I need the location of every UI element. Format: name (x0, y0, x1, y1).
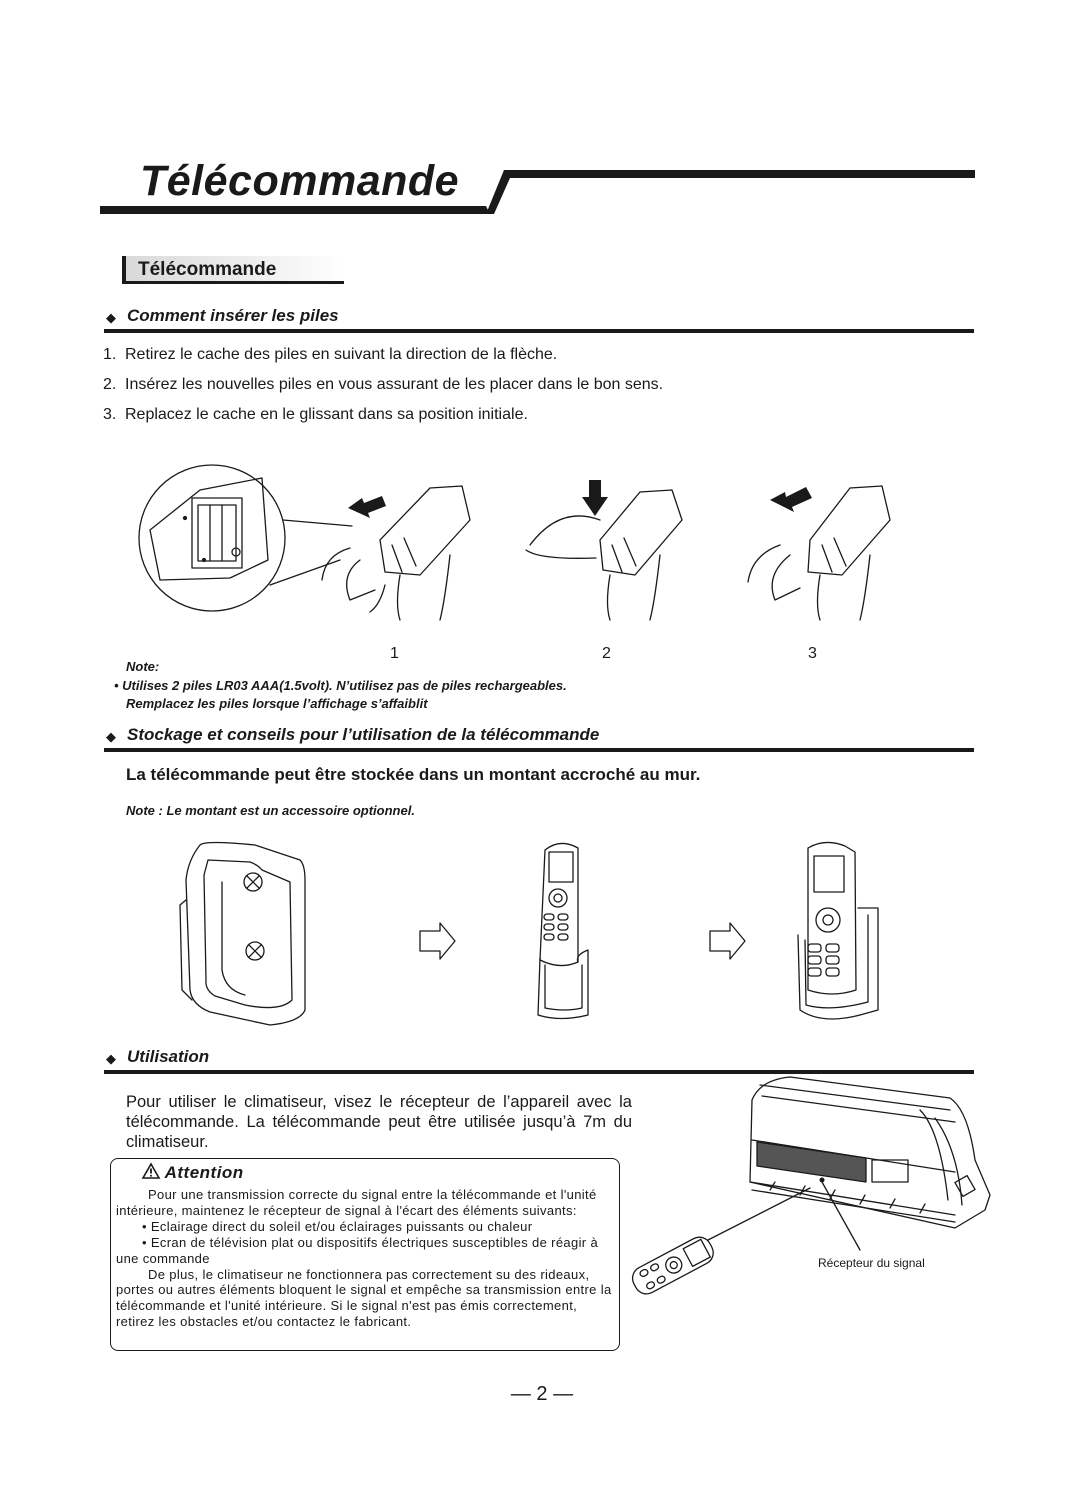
storage-note: Note : Le montant est un accessoire optionnel. (126, 803, 415, 818)
battery-note-line2: Remplacez les piles lorsque l’affichage s’affaiblit (126, 696, 428, 711)
attention-paragraph-1: Pour une transmission correcte du signal entre la télécommande et l'unité intérieure, maintenez le récepteur de signal à l'écart des éléments suivants: (116, 1187, 597, 1218)
figure-number-3: 3 (808, 645, 817, 662)
step-2: 2. Insérez les nouvelles piles en vous assurant de les placer dans le bon sens. (103, 376, 664, 393)
bullet: • (114, 678, 123, 693)
diamond-icon: ◆ (106, 310, 116, 325)
subsection-title: Télécommande (122, 256, 344, 284)
attention-bullet-2: • Ecran de télévision plat ou dispositifs électriques susceptibles de réagir à une commande (116, 1234, 599, 1266)
battery-note-label: Note: (126, 659, 160, 674)
step-3: 3. Replacez le cache en le glissant dans sa position initiale. (103, 406, 528, 423)
attention-title: Attention (142, 1163, 244, 1183)
usage-text: Pour utiliser le climatiseur, visez le récepteur de l’appareil avec la télécommande. La télécommande peut être utilisée jusqu’à 7m du climatiseur. (126, 1093, 632, 1151)
diamond-icon: ◆ (106, 729, 116, 744)
step-1: 1. Retirez le cache des piles en suivant la direction de la flèche. (103, 346, 558, 363)
page-title: Télécommande (140, 157, 460, 205)
figure-number-2: 2 (602, 645, 611, 662)
page-number: — 2 — (510, 1383, 574, 1405)
section-label: Utilisation (127, 1047, 210, 1066)
diamond-icon: ◆ (106, 1051, 116, 1066)
section-label: Comment insérer les piles (127, 306, 339, 325)
storage-lead: La télécommande peut être stockée dans un montant accroché au mur. (126, 765, 701, 784)
battery-note-line1: • Utilises 2 piles LR03 AAA(1.5volt). N’utilisez pas de piles rechargeables. (114, 678, 567, 693)
attention-bullet-1: • Eclairage direct du soleil et/ou éclairages puissants ou chaleur (142, 1218, 533, 1234)
attention-paragraph-2: De plus, le climatiseur ne fonctionnera pas correctement su des rideaux, portes ou autres éléments bloquent le signal et empêche sa transmission entre la télécommande et l'unité intérieure. Si le signal n'est pas émis correctement, retirez les obstacles et/ou contactez le fabricant. (116, 1266, 612, 1330)
receiver-label: Récepteur du signal (818, 1256, 925, 1270)
figure-number-1: 1 (390, 645, 399, 662)
section-label: Stockage et conseils pour l’utilisation de la télécommande (127, 725, 600, 744)
